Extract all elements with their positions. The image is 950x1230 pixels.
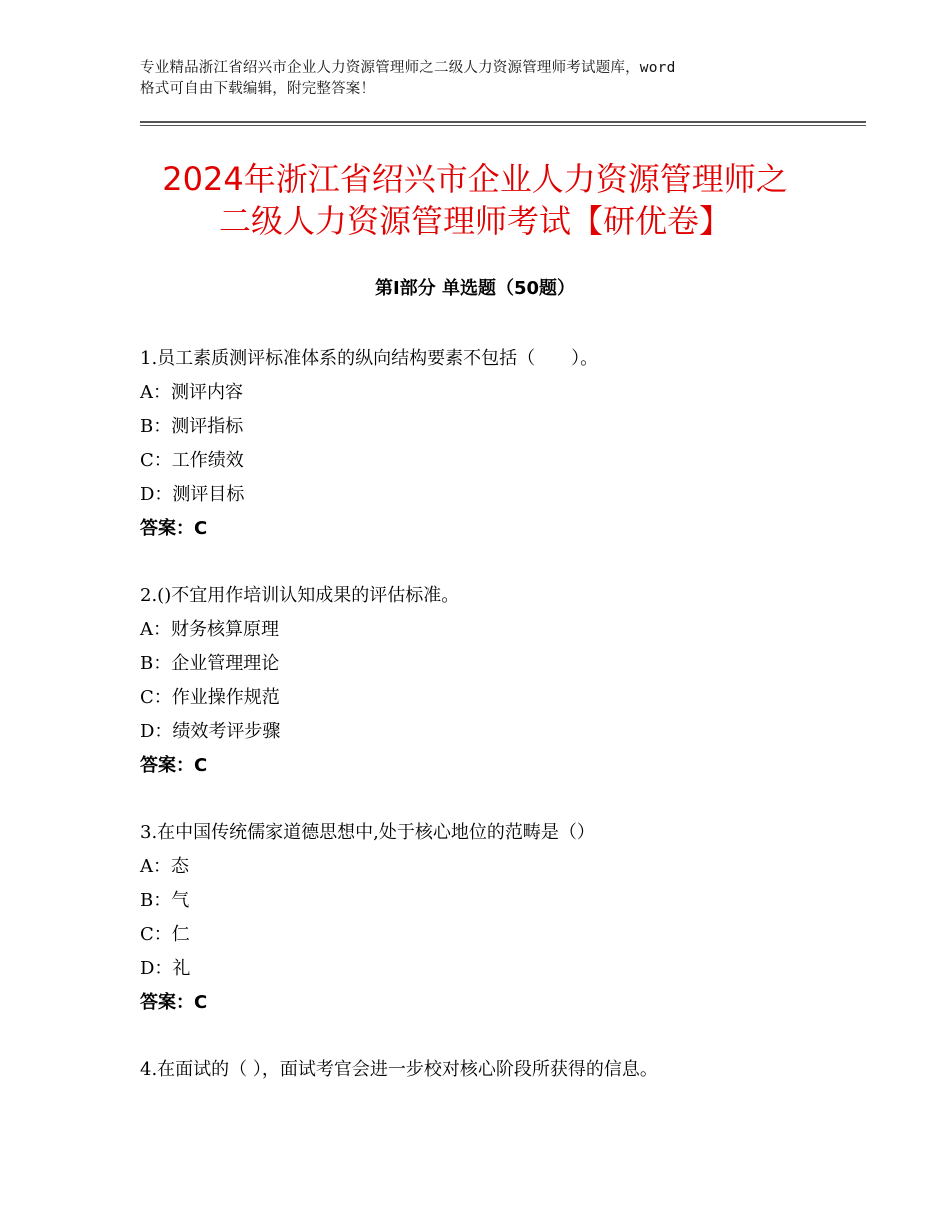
option-d: D：绩效考评步骤 — [140, 721, 281, 742]
question-stem: 1.员工素质测评标准体系的纵向结构要素不包括（ ）。 — [140, 348, 599, 369]
document-title-line-2: 二级人力资源管理师考试【研优卷】 — [218, 202, 731, 240]
option-c: C：仁 — [140, 924, 190, 945]
option-d: D：测评目标 — [140, 484, 245, 505]
option-b: B：气 — [140, 890, 190, 911]
header-note-line-2: 格式可自由下载编辑，附完整答案！ — [140, 81, 376, 97]
question-4 — [140, 1053, 860, 1087]
option-b: B：测评指标 — [140, 416, 244, 437]
document-title — [100, 158, 850, 242]
answer-line: 答案：C — [140, 992, 208, 1013]
question-3 — [140, 816, 860, 1020]
option-a: A：财务核算原理 — [140, 619, 279, 640]
question-1 — [140, 342, 860, 546]
question-2 — [140, 579, 860, 783]
answer-line: 答案：C — [140, 518, 208, 539]
header-note — [140, 58, 830, 100]
header-divider-thick — [140, 121, 866, 123]
section-heading: 第Ⅰ部分 单选题（50题） — [374, 278, 575, 299]
option-c: C：工作绩效 — [140, 450, 244, 471]
header-divider-thin — [140, 125, 866, 126]
question-stem: 3.在中国传统儒家道德思想中,处于核心地位的范畴是（） — [140, 822, 595, 843]
option-b: B：企业管理理论 — [140, 653, 280, 674]
option-a: A：测评内容 — [140, 382, 243, 403]
option-c: C：作业操作规范 — [140, 687, 280, 708]
answer-line: 答案：C — [140, 755, 208, 776]
option-d: D：礼 — [140, 958, 191, 979]
question-stem: 4.在面试的（ ），面试考官会进一步校对核心阶段所获得的信息。 — [140, 1059, 658, 1080]
header-note-line-1: 专业精品浙江省绍兴市企业人力资源管理师之二级人力资源管理师考试题库，word — [140, 60, 676, 76]
option-a: A：态 — [140, 856, 189, 877]
question-stem: 2.()不宜用作培训认知成果的评估标准。 — [140, 585, 460, 606]
question-list — [140, 342, 860, 1120]
document-title-line-1: 2024年浙江省绍兴市企业人力资源管理师之 — [162, 160, 788, 198]
